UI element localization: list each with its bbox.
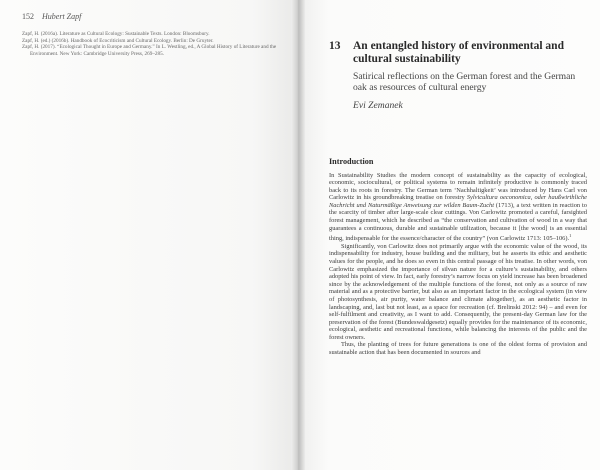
reference-entry: Zapf, H. (2016a). Literature as Cultural Ecology: Sustainable Texts. London: Bloomsbury. <box>22 31 210 37</box>
book-gutter <box>291 0 305 470</box>
chapter-title: An entangled history of environmental and cultural sustainability <box>353 40 564 65</box>
paragraph <box>329 172 587 243</box>
treatise-title: Sylvicultura oeconomica, oder haußwirthliche Nachricht und Naturmäßige Anweisung zur wilden Baum-Zucht <box>329 194 588 209</box>
running-head-author: Hubert Zapf <box>42 12 82 21</box>
chapter-subtitle: Satirical reflections on the German forest and the German oak as resources of cultural energy <box>353 71 576 93</box>
reference-list <box>22 31 278 57</box>
footnote-marker: 1 <box>569 233 572 239</box>
body-text <box>329 158 587 357</box>
paragraph-text: In Sustainability Studies the modern concept of sustainability as the capacity of ecological, economic, sociocultural, or political systems to remain infinitely productive is commonly traced back to its roots in forestry. The German term ‘Nachhaltigkeit’ was introduced by Hans Carl von Carlowitz in his groundbreaking treatise on forestry <box>329 171 587 202</box>
page-number: 152 <box>22 12 34 21</box>
paragraph: Thus, the planting of trees for future generations is one of the oldest forms of provision and sustainable action that has been documented in sources and <box>329 341 587 356</box>
left-page <box>0 0 297 470</box>
reference-entry: Zapf, H. (ed.) (2016b). Handbook of Ecocriticism and Cultural Ecology. Berlin: De Gruyter. <box>22 37 214 44</box>
paragraph: Significantly, von Carlowitz does not primarily argue with the economic value of the wood, its indispensability for industry, house building and the military, but he asserts its ethic and aesthetic values for the people, and he does so even in this central passage of his treatise. In other words, von Carlowitz emphasized the importance of silvan nature for a culture’s sustainability, and others adopted his point of view. In fact, early forestry’s narrow focus on yield increase has been broadened since by the acknowledgement of the multiple functions of the forest, not only as a source of raw material and as a protective barrier, but also as an important factor in the ecological system (in view of photosynthesis, air purity, water balance and climate altogether), as an aesthetic factor in landscaping, and, last but not least, as a space for recreation (cf. Brelinski 2012: 94) – and even for self-fulfilment and creativity, as I want to add. Consequently, the present-day German law for the preservation of the forest (Bundeswaldgesetz) equally provides for the maintenance of its economic, ecological, aesthetic and recreational functions, while balancing the interests of the public and the forest owners. <box>329 242 587 341</box>
chapter-number: 13 <box>329 40 341 52</box>
chapter-author: Evi Zemanek <box>353 100 403 111</box>
reference-entry: Zapf, H. (2017). “Ecological Thought in Europe and Germany.” In L. Westling, ed., A Global History of Literature and the Environment. New York: Cambridge University Press, 269–285. <box>22 44 277 57</box>
section-heading: Introduction <box>329 157 374 166</box>
chapter-title-block <box>329 40 579 65</box>
chapter-header <box>329 40 579 111</box>
running-head <box>22 12 81 21</box>
paragraph-text: (1713), a text written in reaction to the scarcity of timber after large-scale clear cuttings. Von Carlowitz promoted a careful, farsighted forest management, which he described as “the conservation and cultivation of wood in a way that guarantees a continuous, durable and sustainable utilization, because it [the wood] is an essential thing, indispensable for the essence/character of the country” (von Carlowitz 1713: 105–106). <box>329 201 587 243</box>
